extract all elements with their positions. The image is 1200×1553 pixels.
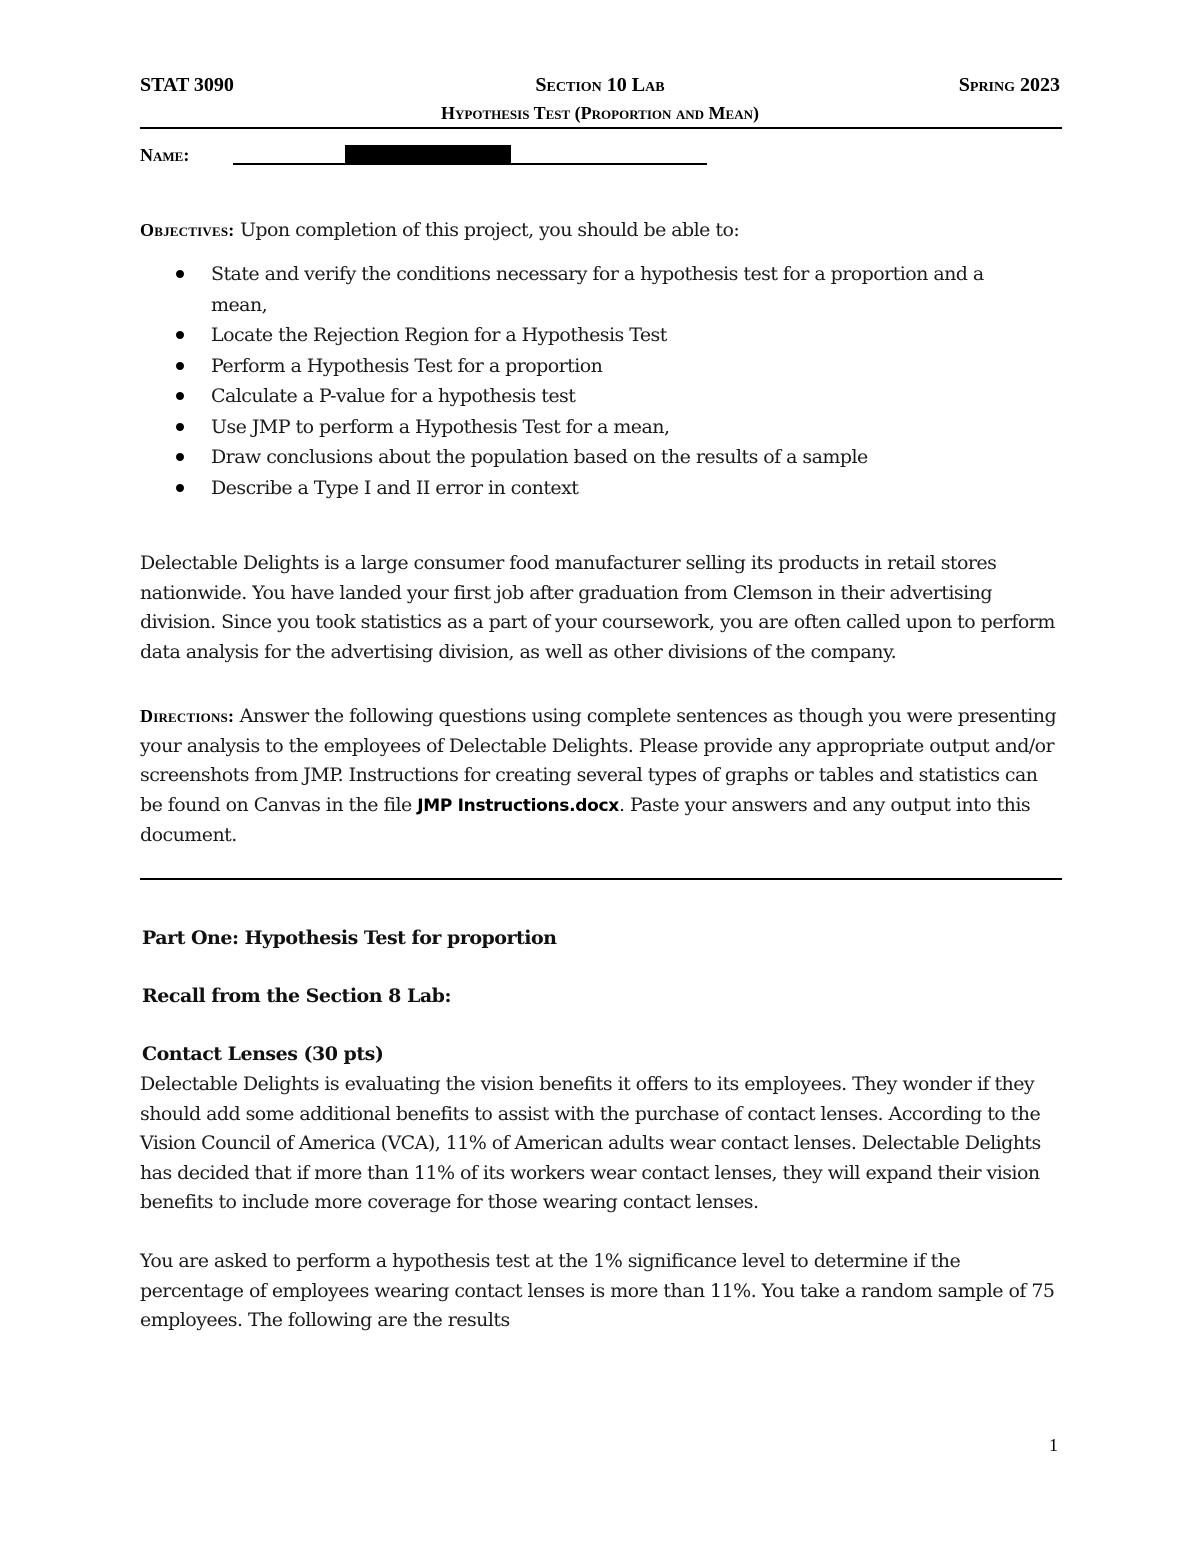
recall-heading: Recall from the Section 8 Lab:: [142, 985, 451, 1007]
list-item: Perform a Hypothesis Test for a proportion: [140, 351, 1040, 382]
bullet-icon: [176, 423, 184, 431]
page-number: 1: [1049, 1435, 1058, 1455]
lab-title: Section 10 Lab: [535, 74, 665, 96]
bullet-icon: [176, 362, 184, 370]
objectives-label: Objectives:: [140, 220, 235, 240]
bullet-icon: [176, 453, 184, 461]
bullet-icon: [176, 484, 184, 492]
document-subtitle: Hypothesis Test (Proportion and Mean): [441, 103, 759, 123]
bullet-icon: [176, 331, 184, 339]
list-item: State and verify the conditions necessary for a hypothesis test for a proportion and a mean,: [140, 259, 1040, 320]
list-item: Calculate a P-value for a hypothesis test: [140, 381, 1040, 412]
course-code: STAT 3090: [140, 74, 234, 96]
bullet-icon: [176, 392, 184, 400]
problem-paragraph: Delectable Delights is evaluating the vision benefits it offers to its employees. They wonder if they should add some additional benefits to assist with the purchase of contact lenses. According to the Vision Council of America (VCA), 11% of American adults wear contact lenses. Delectable Delights has decided that if more than 11% of its workers wear contact lenses, they will expand their vision benefits to include more coverage for those wearing contact lenses.: [140, 1073, 1041, 1213]
part-one-heading: Part One: Hypothesis Test for proportion: [142, 927, 557, 949]
list-item: Locate the Rejection Region for a Hypothesis Test: [140, 320, 1040, 351]
section-divider: [140, 878, 1062, 880]
bullet-icon: [176, 270, 184, 278]
list-item: Describe a Type I and II error in context: [140, 473, 1040, 504]
directions-label: Directions:: [140, 706, 235, 726]
name-label: Name:: [140, 145, 190, 165]
task-paragraph: You are asked to perform a hypothesis test at the 1% significance level to determine if the percentage of employees wearing contact lenses is more than 11%. You take a random sample of 75 employees. The following are the results: [140, 1250, 1055, 1331]
header-divider: [140, 127, 1062, 129]
intro-paragraph: Delectable Delights is a large consumer food manufacturer selling its products in retail stores nationwide. You have landed your first job after graduation from Clemson in their advertising division. Since you took statistics as a part of your coursework, you are often called upon to perform data analysis for the advertising division, as well as other divisions of the company.: [140, 552, 1055, 663]
jmp-instructions-filename: JMP Instructions.docx: [417, 795, 619, 816]
redaction-block: [345, 145, 511, 165]
term: Spring 2023: [958, 74, 1060, 96]
directions-paragraph: Directions: Answer the following questions using complete sentences as though you were presenting your analysis to the employees of Delectable Delights. Please provide any appropriate output and/or screenshots from JMP. Instructions for creating several types of graphs or tables and statistics can be found on Canvas in the file JMP Instructions.docx. Paste your answers and any output into this document.: [140, 705, 1057, 846]
problem-title: Contact Lenses (30 pts): [142, 1043, 384, 1065]
list-item: Draw conclusions about the population based on the results of a sample: [140, 442, 1040, 473]
objectives-list: [140, 259, 1040, 503]
list-item: Use JMP to perform a Hypothesis Test for a mean,: [140, 412, 1040, 443]
objectives-intro: Objectives: Upon completion of this project, you should be able to:: [140, 219, 740, 241]
